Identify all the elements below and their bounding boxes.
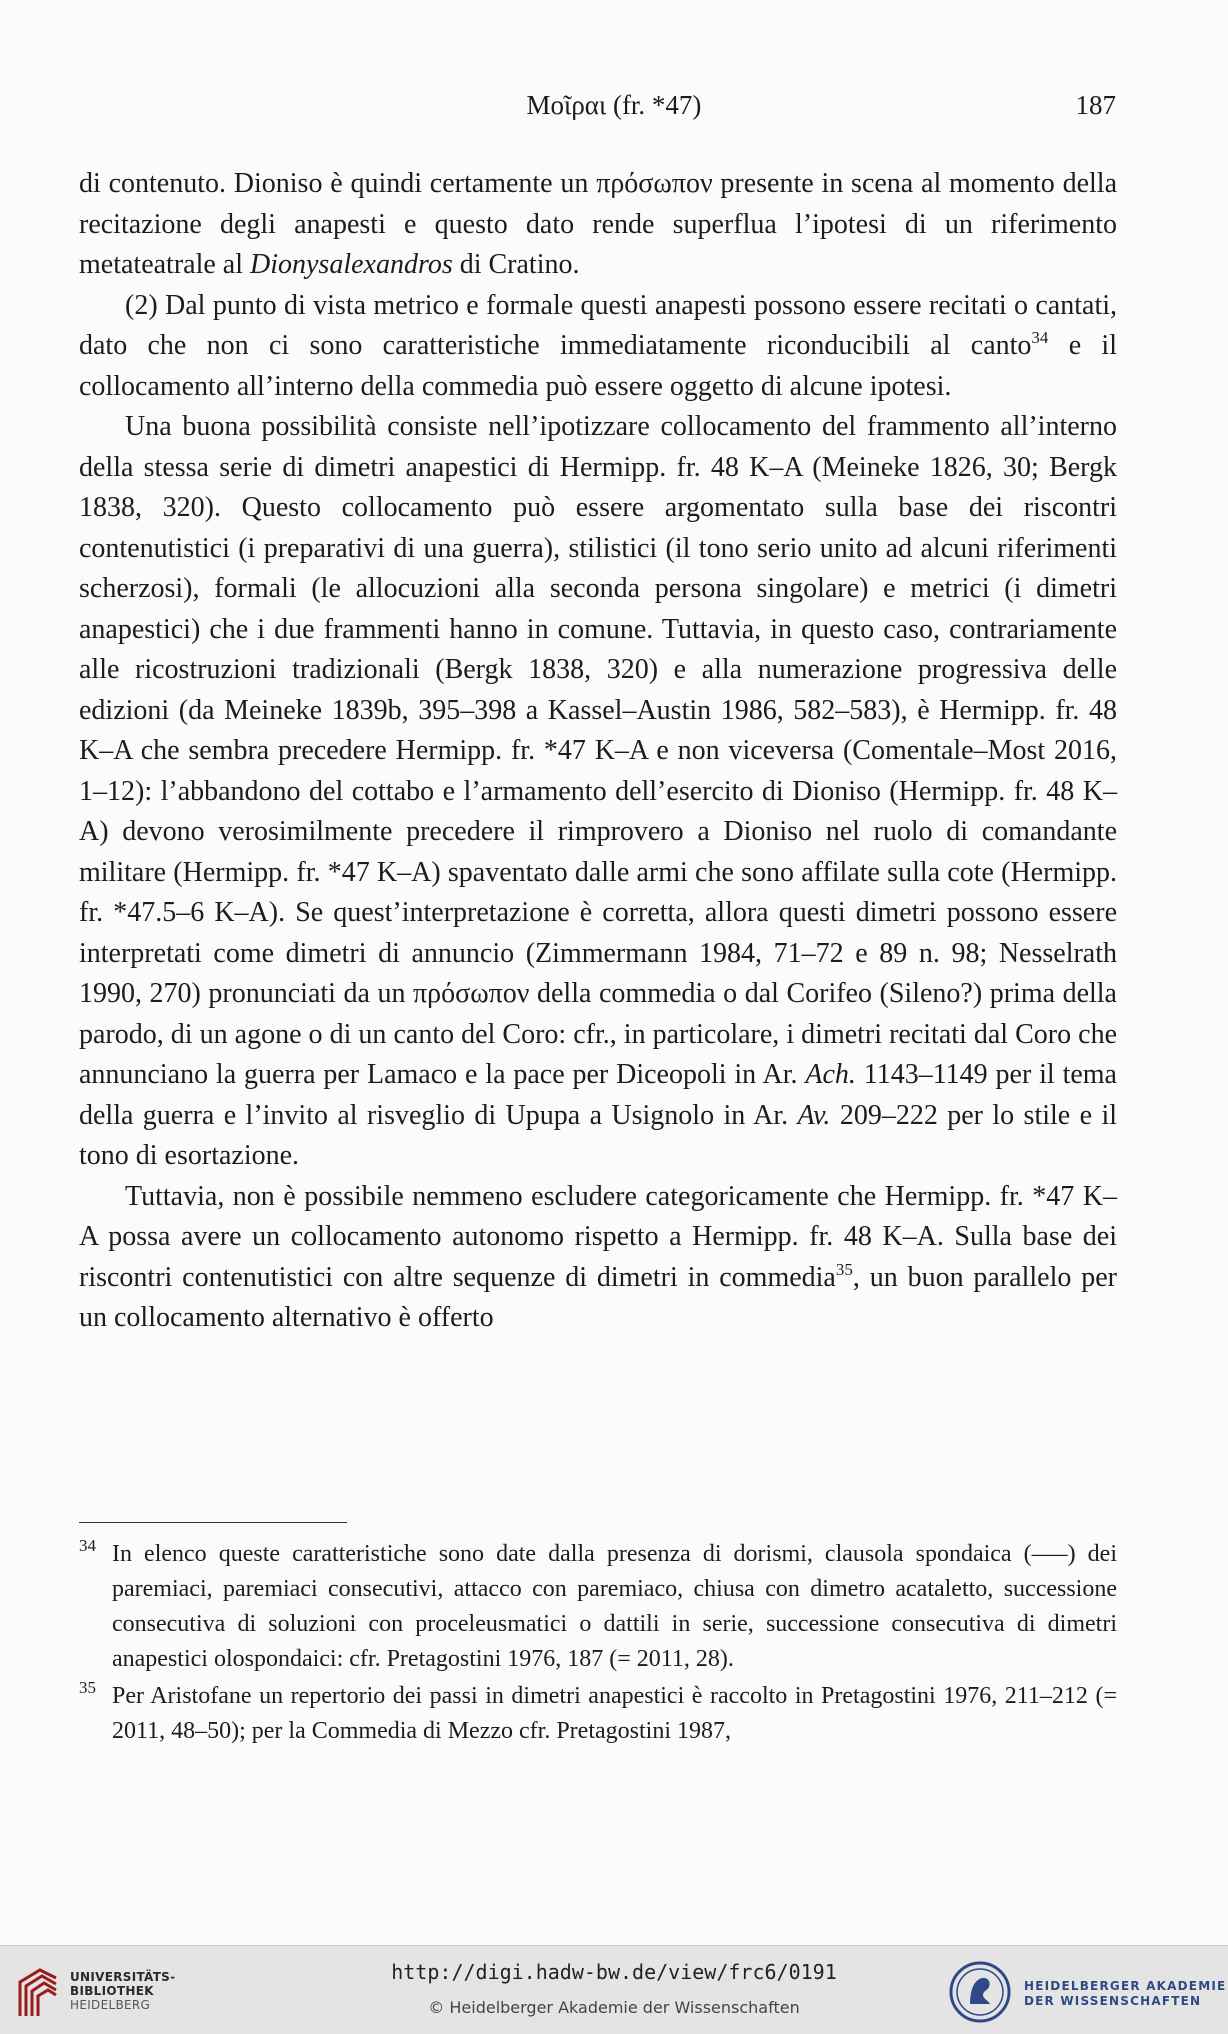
- text-run: 1143–1149 per il tema della guerra e l’invito al risveglio di Upupa a Usignolo in Ar.: [79, 1059, 1117, 1131]
- paragraph-3: [79, 407, 1117, 1177]
- text-run: Tuttavia, non è possibile nemmeno escludere categoricamente che Hermipp. fr. *47 K–A possa avere un collocamento autonomo rispetto a Hermipp. fr. 48 K–A. Sulla base dei riscontri contenutistici con altre sequenze di dimetri in commedia: [79, 1180, 1117, 1293]
- text-run: di contenuto. Dioniso è quindi certamente un πρόσωπον presente in scena al momento della recitazione degli anapesti e questo dato rende superflua l’ipotesi di un riferimento metateatrale al: [79, 168, 1117, 280]
- paragraph-4: [79, 1177, 1117, 1339]
- italic-abbrev: Ach.: [805, 1059, 856, 1090]
- italic-title: Dionysalexandros: [250, 249, 453, 280]
- footnote-separator: [79, 1522, 347, 1523]
- main-text: [79, 164, 1117, 1339]
- text-run: e il collocamento all’interno della commedia può essere oggetto di alcune ipotesi.: [79, 330, 1117, 402]
- running-title: Μοῖραι (fr. *47): [526, 90, 702, 120]
- footnotes: [79, 1537, 1117, 1751]
- text-run: (2) Dal punto di vista metrico e formale questi anapesti possono essere recitati o cantati, dato che non ci sono caratteristiche immediatamente riconducibili al canto: [79, 289, 1117, 361]
- library-line: BIBLIOTHEK: [70, 1984, 154, 1998]
- academy-seal-icon[interactable]: [948, 1960, 1012, 2024]
- paragraph-2: [79, 286, 1117, 408]
- footer-bar: [0, 1945, 1228, 2034]
- footnote-number: 35: [79, 1678, 96, 1697]
- academy-name: [1024, 1979, 1226, 2009]
- running-head: [0, 90, 1228, 130]
- copyright-notice: © Heidelberger Akademie der Wissenschaften: [428, 1998, 800, 2017]
- text-run: Una buona possibilità consiste nell’ipotizzare collocamento del frammento all’interno della stessa serie di dimetri anapestici di Hermipp. fr. 48 K–A (Meineke 1826, 30; Bergk 1838, 320). Questo collocamento può essere argomentato sulla base dei riscontri contenutistici (i preparativi di una guerra), stilistici (il tono serio unito ad alcuni riferimenti scherzosi), formali (le allocuzioni alla seconda persona singolare) e metrici (i dimetri anapestici) che i due frammenti hanno in comune. Tuttavia, in questo caso, contrariamente alle ricostruzioni tradizionali (Bergk 1838, 320) e alla numerazione progressiva delle edizioni (da Meineke 1839b, 395–398 a Kassel–Austin 1986, 582–583), è Hermipp. fr. 48 K–A che sembra precedere Hermipp. fr. *47 K–A e non viceversa (Comentale–Most 2016, 1–12): l’abbandono del cottabo e l’armamento dell’esercito di Dioniso (Hermipp. fr. 48 K–A) devono verosimilmente precedere il rimprovero a Dioniso nel ruolo di comandante militare (Hermipp. fr. *47 K–A) spaventato dalle armi che sono affilate sulla cote (Hermipp. fr. *47.5–6 K–A). Se quest’interpretazione è corretta, allora questi dimetri possono essere interpretati come dimetri di annuncio (Zimmermann 1984, 71–72 e 89 n. 98; Nesselrath 1990, 270) pronunciati da un πρόσωπον della commedia o dal Corifeo (Sileno?) prima della parodo, di un agone o di un canto del Coro: cfr., in particolare, i dimetri recitati dal Coro che annunciano la guerra per Lamaco e la pace per Diceopoli in Ar.: [79, 411, 1117, 1090]
- library-line: UNIVERSITÄTS-: [70, 1970, 176, 1984]
- footnote-text: Per Aristofane un repertorio dei passi in dimetri anapestici è raccolto in Pretagostini 1976, 211–212 (= 2011, 48–50); per la Commedia di Mezzo cfr. Pretagostini 1987,: [112, 1683, 1117, 1744]
- page-number: 187: [1075, 90, 1116, 120]
- italic-abbrev: Av.: [797, 1099, 831, 1131]
- library-line: HEIDELBERG: [70, 1998, 151, 2012]
- text-run: 209–222 per lo stile e il tono di esortazione.: [79, 1099, 1117, 1171]
- footnote-35: [79, 1679, 1117, 1749]
- footnote-number: 34: [79, 1536, 96, 1555]
- academy-line: DER WISSENSCHAFTEN: [1024, 1994, 1202, 2008]
- academy-line: HEIDELBERGER AKADEMIE: [1024, 1979, 1227, 1993]
- text-run: di Cratino.: [452, 249, 580, 280]
- text-run: , un buon parallelo per un collocamento alternativo è offerto: [79, 1261, 1117, 1333]
- footnote-ref-35[interactable]: 35: [835, 1259, 853, 1279]
- permalink-url[interactable]: http://digi.hadw-bw.de/view/frc6/0191: [391, 1960, 837, 1984]
- footnote-34: [79, 1537, 1117, 1677]
- footnote-text: In elenco queste caratteristiche sono date dalla presenza di dorismi, clausola spondaica (‒‒‒) dei paremiaci, paremiaci consecutivi, attacco con paremiaco, chiusa con dimetro acataletto, successione consecutiva di soluzioni con proceleusmatici o dattili in serie, successione consecutiva di dimetri anapestici olospondaici: cfr. Pretagostini 1976, 187 (= 2011, 28).: [112, 1541, 1117, 1672]
- footnote-ref-34[interactable]: 34: [1031, 328, 1049, 347]
- paragraph-1: [79, 164, 1117, 286]
